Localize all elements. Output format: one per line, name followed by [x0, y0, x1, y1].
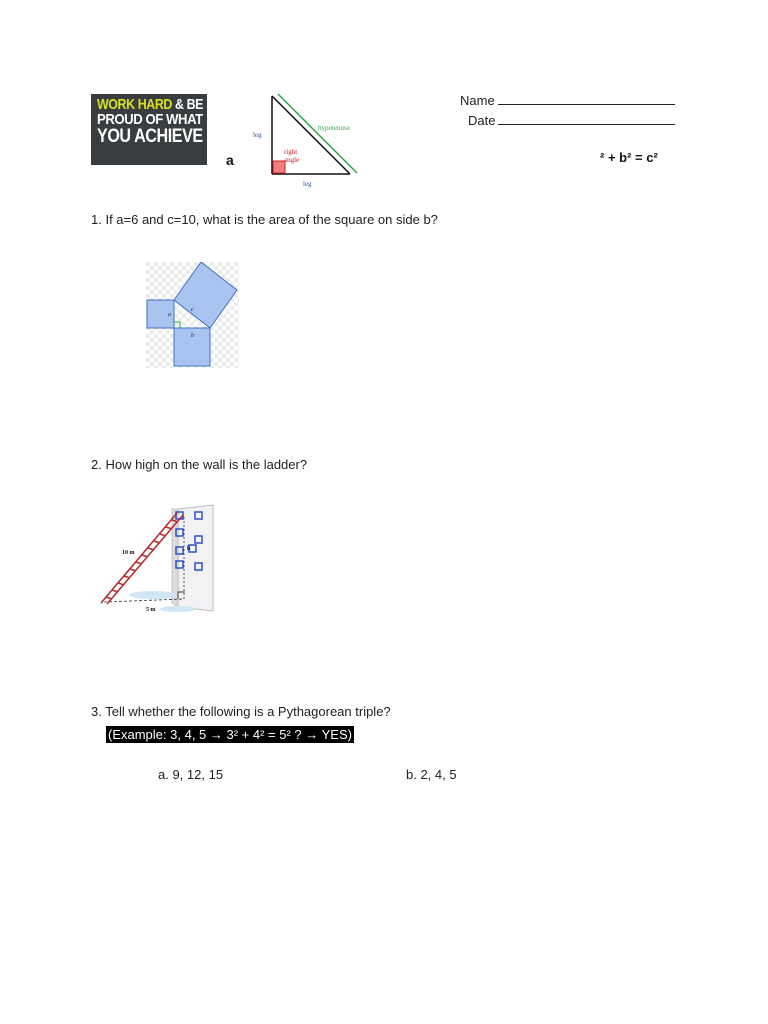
date-field[interactable]: [468, 113, 675, 128]
poster-line2: PROUD OF WHAT: [97, 111, 203, 128]
ladder-length-label: 10 m: [122, 550, 135, 556]
hypotenuse-label: hypotenuse: [318, 124, 350, 132]
ground-shadow: [160, 606, 196, 612]
base-length-label: 5 m: [146, 607, 156, 613]
formula-a-label: a: [226, 152, 234, 168]
date-label: Date: [468, 113, 496, 128]
name-field[interactable]: [460, 93, 675, 108]
wall: [178, 505, 213, 611]
poster-highlight: WORK HARD: [97, 96, 172, 113]
right-angle-label-1: right: [284, 148, 298, 156]
square-label-a: a: [168, 312, 171, 318]
example-highlight: (Example: 3, 4, 5 → 3² + 4² = 5² ? → YES): [108, 727, 352, 742]
question-1: 1. If a=6 and c=10, what is the area of the square on side b?: [91, 212, 438, 227]
question-3: 3. Tell whether the following is a Pythagorean triple?: [91, 704, 391, 719]
height-label: h: [187, 546, 191, 552]
name-line[interactable]: [498, 93, 675, 105]
pythagorean-squares-diagram: [146, 262, 239, 368]
motivational-poster: [91, 94, 207, 165]
leg-label-bottom: leg: [303, 180, 312, 188]
leg-label-side: leg: [253, 131, 262, 139]
answer-a: a. 9, 12, 15: [158, 767, 224, 782]
date-line[interactable]: [498, 113, 675, 125]
square-label-b: b: [191, 333, 194, 339]
poster-line1-rest: & BE: [171, 96, 204, 113]
ladder-wall-diagram: [98, 503, 220, 617]
question-2: 2. How high on the wall is the ladder?: [91, 457, 308, 472]
poster-line3: YOU ACHIEVE: [97, 126, 203, 147]
answer-b: b. 2, 4, 5: [406, 767, 457, 782]
square-label-c: c: [191, 307, 194, 313]
name-label: Name: [460, 93, 495, 108]
right-angle-label-2: angle: [284, 156, 300, 164]
ground-shadow: [129, 591, 177, 599]
pythagorean-formula: ² + b² = c²: [600, 150, 658, 165]
ladder: [101, 513, 183, 604]
right-triangle-diagram: [245, 92, 375, 192]
